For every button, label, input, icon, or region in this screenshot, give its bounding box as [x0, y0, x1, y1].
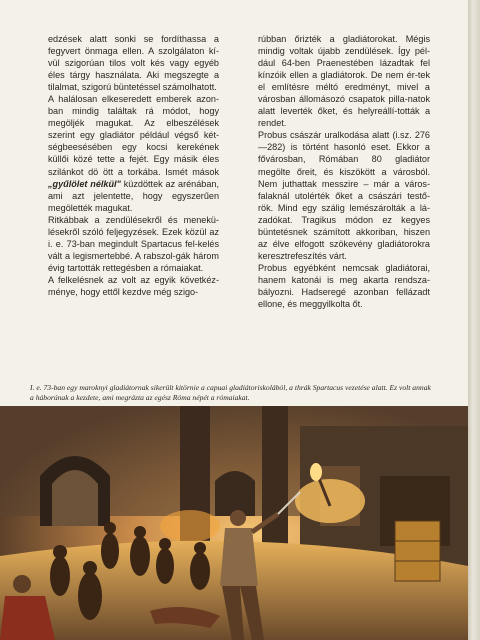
fire — [295, 479, 365, 523]
arch-opening — [52, 470, 98, 526]
paragraph: rúbban őrizték a gladiátorokat. Mégis mindig voltak újabb zendülések. Így pél-dául 64-ben Praenestében lázadtak fel kínzóik ellen a gladiátorok. De nem ér-tek el említésre méltó eredményt, mivel a városban állomásozó csapatok pilla-natok alatt leverték őket, és helyreállí-tották a rendet. — [258, 34, 430, 129]
paragraph: edzések alatt sonki se fordíthassa a fegyvert önmaga ellen. A szolgálaton kí-vül szigorúan tilos volt kés vagy egyéb éles tárgy használata. Aki megszegte a tilalmat, szigorú büntetéssel számolhatott. — [48, 34, 219, 93]
crates — [395, 521, 440, 581]
text-column-left — [48, 33, 219, 298]
illustration-svg — [0, 406, 468, 640]
text-column-right — [258, 33, 430, 310]
torch-flame — [310, 463, 322, 481]
arch — [215, 471, 255, 516]
paragraph: A felkelésnek az volt az egyik követkéz-ménye, hogy ettől kezdve még szigo- — [48, 274, 219, 297]
page-edge — [468, 0, 480, 640]
paragraph: A halálosan elkeseredett emberek azon-ban mindig találtak rá módot, hogy megöljék magukat. Az elbeszélések szerint egy gladiátor például végső két-ségbeesésében egy kocsi kerekének küllői közé tette a fejét. Egy másik éles szilánkot dö ött a torkába. Ismét mások „gyűlölet nélkül" küzdöttek az arénában, ami azt jelentette, hogy egyszerűen megölették magukat. — [48, 94, 219, 213]
italic-quote: „gyűlölet nélkül" — [48, 178, 121, 189]
illustration-caption: I. e. 73-ban egy maroknyi gladiátornak sikerült kitörnie a capuai gladiátoriskolából, a thrák Spartacus vezetése alatt. Ez volt annak a háborúnak a kezdete, ami megrázta az egész Róma népét a rómaiakat. — [30, 383, 431, 402]
fire — [160, 510, 220, 542]
gladiator-revolt-illustration — [0, 406, 468, 640]
paragraph: Probus császár uralkodása alatt (i.sz. 276—282) is történt hasonló eset. Ekkor a fővárosban, Rómában 80 gladiátor megölte őreit, és kiszökött a városból. Nem juthattak messzire – már a város-falaknál utolérték őket a császári testő-rök. Mind egy szálig lemészárolták a lá-zadókat. Tragikus módon ez kegyes büntetésnek számított akkoriban, hiszen az élve elfogott szökevény gladiátorokra keresztrefeszítés várt. — [258, 130, 430, 261]
paragraph: Probus egyébként nemcsak gladiátorai, hanem katonái is meg akarta rendsza-bályozni. Hadseregé azonban fellázadt ellone, és meggyilkolta őt. — [258, 262, 430, 310]
pillar — [262, 406, 288, 556]
paragraph: Ritkábbak a zendülésekről és menekü-lésekről szóló feljegyzések. Ezek közül az i. e. 73-ban megindult Spartacus fel-kelés vált a legismertebbé. A rabszol-gák három évig tartották rettegésben a rómaiakat. — [48, 214, 219, 273]
